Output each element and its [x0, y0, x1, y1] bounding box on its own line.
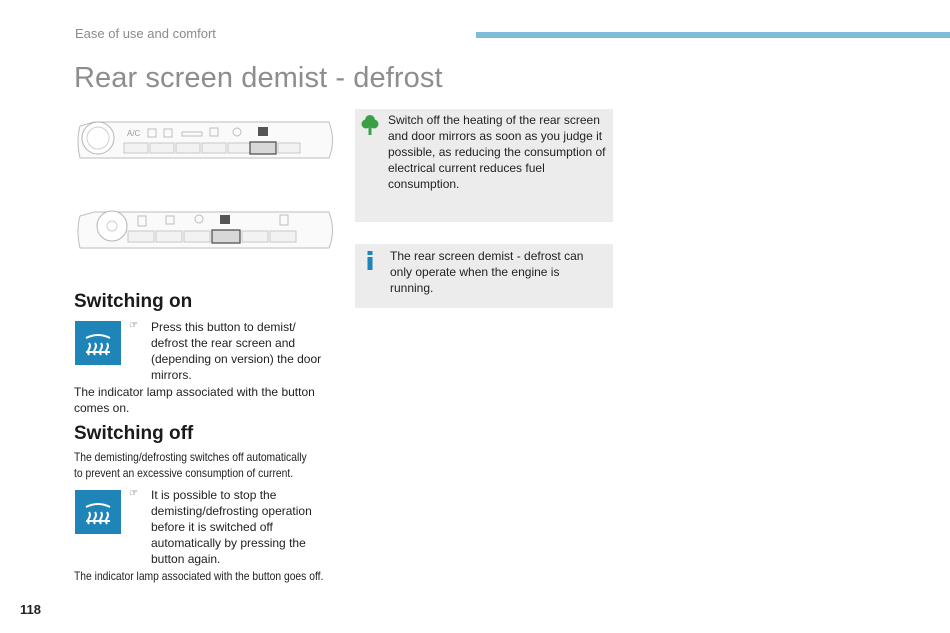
- bullet-pointer-icon: ☞: [129, 320, 138, 331]
- page-number: 118: [20, 602, 41, 617]
- eco-note-box: [355, 109, 613, 222]
- switching-off-intro-line2: to prevent an excessive consumption of current.: [74, 466, 294, 480]
- control-panel-illustration-1: [74, 116, 336, 166]
- page-title: Rear screen demist - defrost: [74, 62, 443, 94]
- switching-off-heading: Switching off: [74, 423, 194, 444]
- rear-demist-icon: [83, 330, 113, 356]
- section-label: Ease of use and comfort: [75, 26, 216, 41]
- info-note-text: The rear screen demist - defrost can only operate when the engine is running.: [390, 249, 584, 295]
- switching-on-heading: Switching on: [74, 291, 193, 312]
- control-panel-illustration-2: [74, 206, 336, 256]
- switching-off-intro-line1: The demisting/defrosting switches off automatically: [74, 450, 307, 464]
- rear-demist-icon: [83, 499, 113, 525]
- eco-tree-icon: [361, 114, 379, 136]
- switching-off-after-text: The indicator lamp associated with the button goes off.: [74, 569, 324, 583]
- info-note-box: [355, 244, 613, 308]
- bullet-pointer-icon: ☞: [129, 488, 138, 499]
- rear-demist-button-image: [75, 321, 121, 365]
- eco-note-text: Switch off the heating of the rear screen and door mirrors as soon as you judge it possible, as reducing the consumption of electrical current reduces fuel consumption.: [388, 113, 606, 191]
- switching-off-bullet-text: It is possible to stop the demisting/defrosting operation before it is switched off automatically by pressing the button again.: [151, 488, 312, 566]
- rear-demist-button-image-2: [75, 490, 121, 534]
- switching-off-bullet: [129, 487, 329, 567]
- header-accent-bar: [476, 32, 950, 38]
- panel-ac-label: A/C: [127, 129, 141, 138]
- info-icon: [365, 251, 375, 271]
- switching-on-after-text: The indicator lamp associated with the button comes on.: [74, 385, 315, 415]
- switching-on-bullet-text: Press this button to demist/ defrost the rear screen and (depending on version) the door mirrors.: [151, 320, 322, 382]
- switching-on-bullet: [129, 319, 329, 383]
